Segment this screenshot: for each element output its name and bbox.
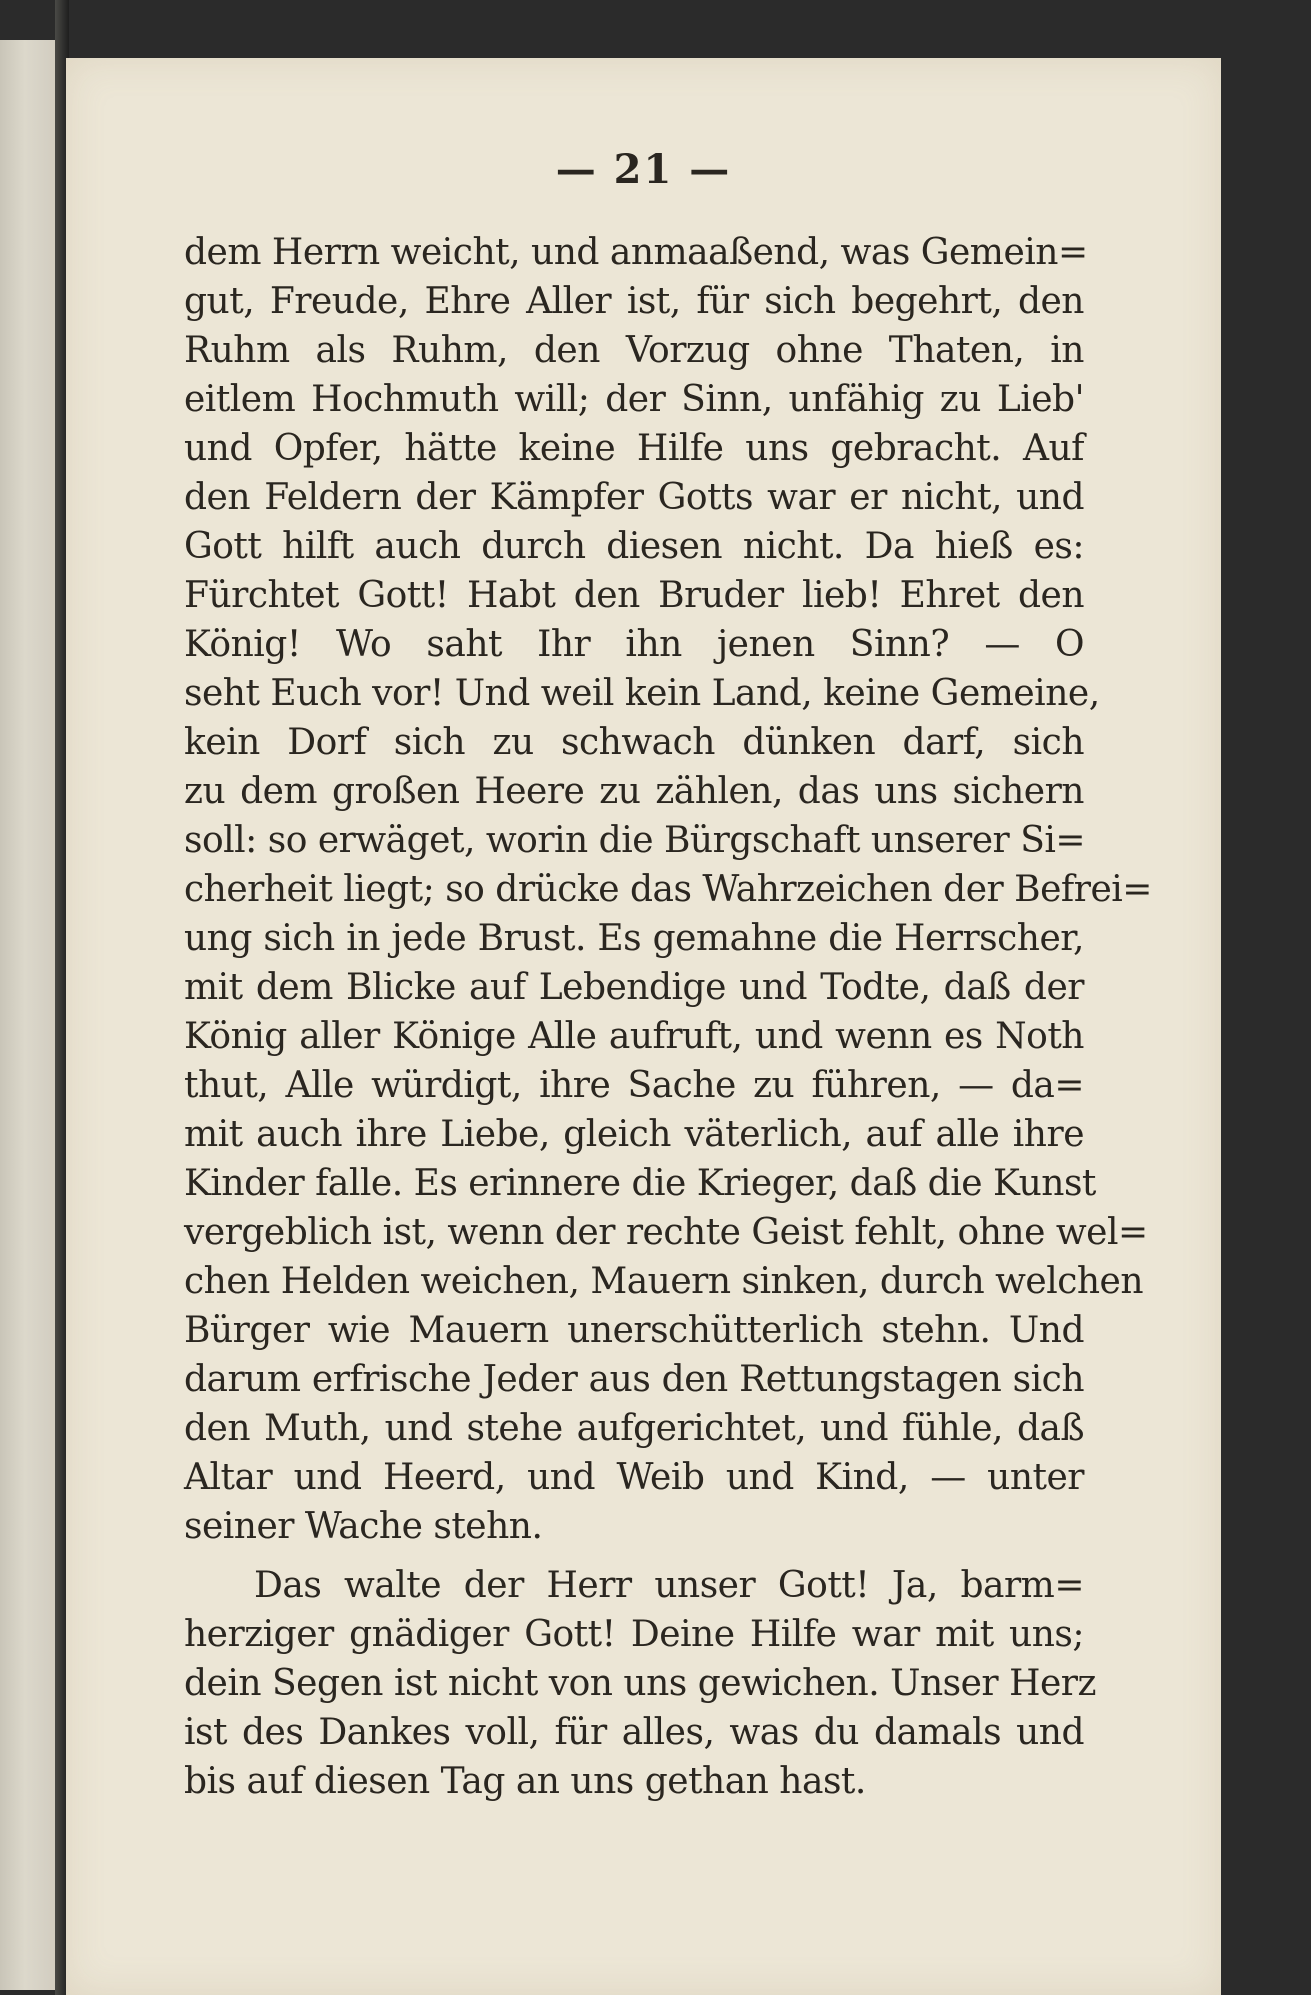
text-line: Kinder falle. Es erinnere die Krieger, daß die Kunst: [184, 1163, 1096, 1204]
text-line: König aller Könige Alle aufruft, und wenn es Noth: [184, 1016, 1084, 1057]
text-line: kein Dorf sich zu schwach dünken darf, sich: [184, 722, 1084, 763]
paragraph-2: [184, 1561, 1096, 1806]
body-text: [184, 228, 1152, 1806]
text-line: mit auch ihre Liebe, gleich väterlich, auf alle ihre: [184, 1114, 1084, 1155]
text-line: ung sich in jede Brust. Es gemahne die Herrscher,: [184, 918, 1084, 959]
book-page: [66, 58, 1221, 1995]
text-line: cherheit liegt; so drücke das Wahrzeichen der Befrei=: [184, 869, 1152, 910]
text-line: dein Segen ist nicht von uns gewichen. Unser Herz: [184, 1663, 1096, 1704]
text-line: zu dem großen Heere zu zählen, das uns sichern: [184, 771, 1084, 812]
text-line: Ruhm als Ruhm, den Vorzug ohne Thaten, in: [184, 330, 1084, 371]
text-line: ist des Dankes voll, für alles, was du damals und: [184, 1712, 1084, 1753]
text-line: gut, Freude, Ehre Aller ist, für sich begehrt, den: [184, 281, 1084, 322]
text-line: bis auf diesen Tag an uns gethan hast.: [184, 1761, 866, 1802]
text-line: chen Helden weichen, Mauern sinken, durch welchen: [184, 1261, 1144, 1302]
text-line: König! Wo saht Ihr ihn jenen Sinn? — O: [184, 624, 1084, 665]
text-line: Altar und Heerd, und Weib und Kind, — unter: [184, 1457, 1084, 1498]
text-line: vergeblich ist, wenn der rechte Geist fehlt, ohne wel=: [184, 1212, 1148, 1253]
text-line: den Muth, und stehe aufgerichtet, und fühle, daß: [184, 1408, 1084, 1449]
text-line: herziger gnädiger Gott! Deine Hilfe war mit uns;: [184, 1614, 1084, 1655]
text-line: Bürger wie Mauern unerschütterlich stehn. Und: [184, 1310, 1084, 1351]
text-line: mit dem Blicke auf Lebendige und Todte, daß der: [184, 967, 1084, 1008]
text-line: seht Euch vor! Und weil kein Land, keine Gemeine,: [184, 673, 1100, 714]
previous-page-edge: [0, 40, 62, 1990]
text-line: seiner Wache stehn.: [184, 1506, 543, 1547]
text-line: Das walte der Herr unser Gott! Ja, barm=: [254, 1565, 1084, 1606]
text-line: dem Herrn weicht, und anmaaßend, was Gemein=: [184, 232, 1088, 273]
text-line: soll: so erwäget, worin die Bürgschaft unserer Si=: [184, 820, 1086, 861]
text-line: eitlem Hochmuth will; der Sinn, unfähig zu Lieb': [184, 379, 1084, 420]
text-line: den Feldern der Kämpfer Gotts war er nicht, und: [184, 477, 1084, 518]
text-line: und Opfer, hätte keine Hilfe uns gebracht. Auf: [184, 428, 1084, 469]
text-line: thut, Alle würdigt, ihre Sache zu führen, — da=: [184, 1065, 1084, 1106]
paragraph-1: [184, 228, 1152, 1551]
text-line: Fürchtet Gott! Habt den Bruder lieb! Ehret den: [184, 575, 1084, 616]
page-number: — 21 —: [555, 146, 732, 193]
text-line: darum erfrische Jeder aus den Rettungstagen sich: [184, 1359, 1084, 1400]
text-line: Gott hilft auch durch diesen nicht. Da hieß es:: [184, 526, 1084, 567]
